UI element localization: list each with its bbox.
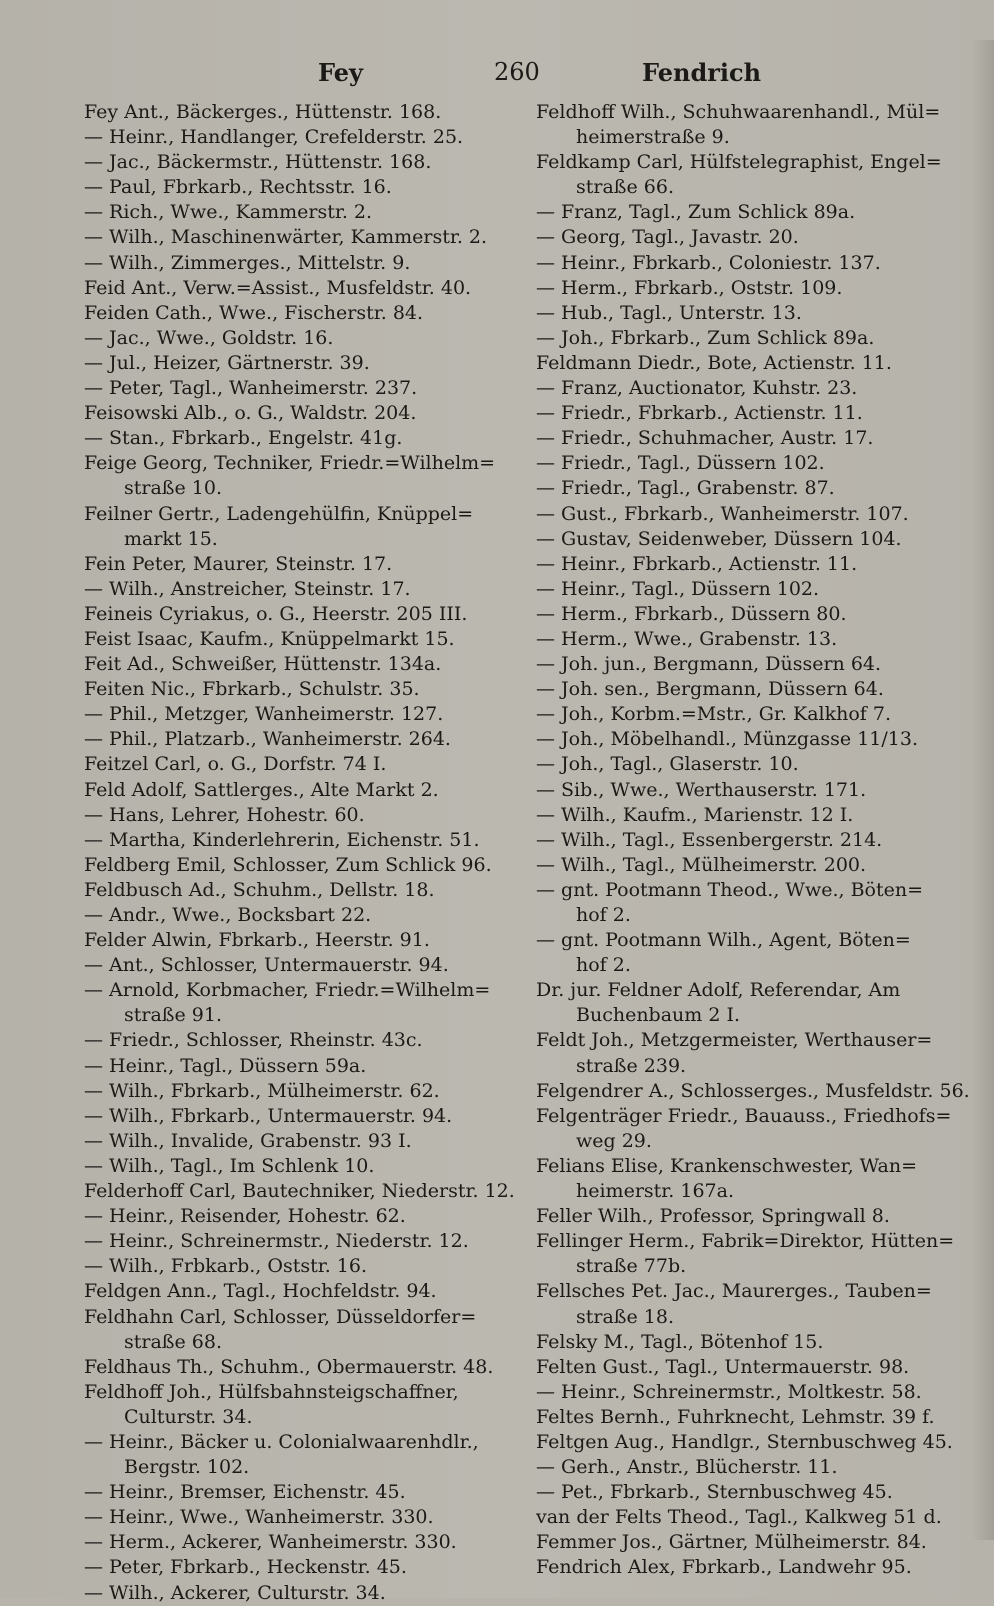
directory-entry: Feldberg Emil, Schlosser, Zum Schlick 96. (84, 853, 492, 876)
directory-entry: — Friedr., Fbrkarb., Actienstr. 11. (536, 402, 863, 425)
directory-entry: Feid Ant., Verw.=Assist., Musfeldstr. 40. (84, 276, 472, 299)
directory-entry: Bergstr. 102. (124, 1456, 250, 1479)
directory-entry: Fey Ant., Bäckerges., Hüttenstr. 168. (84, 101, 442, 123)
directory-entry: — Joh., Möbelhandl., Münzgasse 11/13. (536, 728, 918, 751)
directory-entry: heimerstr. 167a. (576, 1180, 734, 1203)
directory-entry: Dr. jur. Feldner Adolf, Referendar, Am (536, 979, 901, 1002)
page-number: 260 (494, 58, 540, 86)
directory-entry: straße 91. (124, 1004, 222, 1027)
header-left-keyword: Fey (318, 58, 363, 87)
directory-entry: hof 2. (576, 954, 631, 977)
directory-entry: Feist Isaac, Kaufm., Knüppelmarkt 15. (84, 627, 455, 650)
directory-entry: straße 77b. (576, 1255, 687, 1278)
directory-entry: — Rich., Wwe., Kammerstr. 2. (84, 201, 373, 224)
directory-entry: — Herm., Fbrkarb., Oststr. 109. (536, 276, 843, 299)
directory-entry: Feiden Cath., Wwe., Fischerstr. 84. (84, 301, 424, 324)
directory-entry: Felderhoff Carl, Bautechniker, Niederstr. 12. (84, 1180, 515, 1203)
directory-entry: — Pet., Fbrkarb., Sternbuschweg 45. (536, 1481, 893, 1504)
directory-entry: — Heinr., Reisender, Hohestr. 62. (84, 1205, 406, 1228)
directory-entry: — Herm., Ackerer, Wanheimerstr. 330. (84, 1531, 457, 1554)
directory-entry: — Herm., Fbrkarb., Düssern 80. (536, 602, 847, 625)
directory-entry: Feldkamp Carl, Hülfstelegraphist, Engel= (536, 151, 942, 174)
directory-entry: — Sib., Wwe., Werthauserstr. 171. (536, 778, 867, 801)
directory-entry: Feldgen Ann., Tagl., Hochfeldstr. 94. (84, 1280, 437, 1303)
directory-entry: — Heinr., Tagl., Düssern 102. (536, 577, 820, 600)
directory-entry: — Hans, Lehrer, Hohestr. 60. (84, 803, 365, 826)
directory-entry: — Friedr., Schuhmacher, Austr. 17. (536, 427, 874, 450)
directory-entry: Feltgen Aug., Handlgr., Sternbuschweg 45. (536, 1430, 953, 1453)
directory-entry: — Heinr., Schreinermstr., Niederstr. 12. (84, 1230, 469, 1253)
directory-entry: Culturstr. 34. (124, 1405, 253, 1428)
directory-entry: Feldt Joh., Metzgermeister, Werthauser= (536, 1029, 933, 1052)
directory-entry: markt 15. (124, 527, 218, 550)
directory-entry: — Martha, Kinderlehrerin, Eichenstr. 51. (84, 828, 480, 851)
directory-entry: straße 10. (124, 477, 222, 500)
directory-entry: — Gust., Fbrkarb., Wanheimerstr. 107. (536, 502, 909, 525)
directory-entry: — Wilh., Fbrkarb., Mülheimerstr. 62. (84, 1079, 440, 1102)
directory-entry: — Phil., Metzger, Wanheimerstr. 127. (84, 703, 444, 726)
directory-entry: Feltes Bernh., Fuhrknecht, Lehmstr. 39 f. (536, 1405, 935, 1428)
directory-entry: — Friedr., Tagl., Düssern 102. (536, 452, 825, 475)
directory-entry: — Wilh., Tagl., Mülheimerstr. 200. (536, 853, 867, 876)
directory-entry: Felsky M., Tagl., Bötenhof 15. (536, 1330, 824, 1353)
directory-entry: — Paul, Fbrkarb., Rechtsstr. 16. (84, 176, 392, 199)
directory-entry: — Heinr., Bäcker u. Colonialwaarenhdlr., (84, 1430, 479, 1453)
directory-entry: — Heinr., Fbrkarb., Coloniestr. 137. (536, 251, 881, 274)
directory-entry: — Heinr., Wwe., Wanheimerstr. 330. (84, 1506, 434, 1529)
directory-entry: Felder Alwin, Fbrkarb., Heerstr. 91. (84, 929, 430, 952)
directory-entry: — Stan., Fbrkarb., Engelstr. 41g. (84, 427, 403, 450)
directory-entry: — Heinr., Handlanger, Crefelderstr. 25. (84, 126, 464, 149)
directory-entry: Feisowski Alb., o. G., Waldstr. 204. (84, 402, 417, 425)
directory-entry: — Wilh., Maschinenwärter, Kammerstr. 2. (84, 226, 488, 249)
directory-entry: — Joh. jun., Bergmann, Düssern 64. (536, 653, 882, 676)
directory-entry: Feiten Nic., Fbrkarb., Schulstr. 35. (84, 678, 420, 701)
directory-entry: — Gustav, Seidenweber, Düssern 104. (536, 527, 902, 550)
directory-entry: — Friedr., Tagl., Grabenstr. 87. (536, 477, 835, 500)
directory-entry: Femmer Jos., Gärtner, Mülheimerstr. 84. (536, 1531, 927, 1554)
directory-entry: straße 68. (124, 1330, 222, 1353)
directory-entry: Feige Georg, Techniker, Friedr.=Wilhelm= (84, 452, 496, 475)
directory-entry: — Jac., Wwe., Goldstr. 16. (84, 326, 334, 349)
directory-entry: heimerstraße 9. (576, 126, 730, 149)
right-column (536, 100, 970, 1581)
directory-entry: Feitzel Carl, o. G., Dorfstr. 74 I. (84, 753, 387, 776)
directory-entry: — Herm., Wwe., Grabenstr. 13. (536, 627, 838, 650)
directory-entry: — Joh., Tagl., Glaserstr. 10. (536, 753, 799, 776)
directory-entry: — Wilh., Tagl., Essenbergerstr. 214. (536, 828, 883, 851)
directory-entry: — Wilh., Kaufm., Marienstr. 12 I. (536, 803, 854, 826)
directory-entry: Feldmann Diedr., Bote, Actienstr. 11. (536, 351, 892, 374)
directory-entry: — Heinr., Fbrkarb., Actienstr. 11. (536, 552, 858, 575)
directory-entry: — Peter, Fbrkarb., Heckenstr. 45. (84, 1556, 407, 1579)
directory-entry: Buchenbaum 2 I. (576, 1004, 741, 1027)
directory-entry: Feit Ad., Schweißer, Hüttenstr. 134a. (84, 653, 442, 676)
directory-entry: — Heinr., Tagl., Düssern 59a. (84, 1054, 367, 1077)
header-right-keyword: Fendrich (642, 58, 762, 87)
directory-entry: — Franz, Auctionator, Kuhstr. 23. (536, 377, 858, 400)
directory-entry: — Franz, Tagl., Zum Schlick 89a. (536, 201, 856, 224)
directory-entry: Feineis Cyriakus, o. G., Heerstr. 205 III. (84, 602, 468, 625)
directory-entry: — Wilh., Tagl., Im Schlenk 10. (84, 1154, 375, 1177)
directory-entry: — Wilh., Invalide, Grabenstr. 93 I. (84, 1129, 412, 1152)
directory-entry: Feller Wilh., Professor, Springwall 8. (536, 1205, 890, 1228)
directory-entry: — Joh. sen., Bergmann, Düssern 64. (536, 678, 884, 701)
directory-entry: Feld Adolf, Sattlerges., Alte Markt 2. (84, 778, 439, 801)
directory-entry: Fellinger Herm., Fabrik=Direktor, Hütten= (536, 1230, 955, 1253)
directory-entry: — Phil., Platzarb., Wanheimerstr. 264. (84, 728, 451, 751)
directory-entry: Felten Gust., Tagl., Untermauerstr. 98. (536, 1355, 910, 1378)
directory-entry: — Friedr., Schlosser, Rheinstr. 43c. (84, 1029, 423, 1052)
directory-entry: Feldhahn Carl, Schlosser, Düsseldorfer= (84, 1305, 477, 1328)
directory-entry: Feldhoff Joh., Hülfsbahnsteigschaffner, (84, 1380, 459, 1403)
directory-entry: — gnt. Pootmann Theod., Wwe., Böten= (536, 878, 924, 901)
directory-entry: — Hub., Tagl., Unterstr. 13. (536, 301, 802, 324)
directory-entry: — Jac., Bäckermstr., Hüttenstr. 168. (84, 151, 432, 174)
left-column (84, 100, 515, 1606)
directory-entry: — Wilh., Zimmerges., Mittelstr. 9. (84, 251, 411, 274)
directory-entry: — Peter, Tagl., Wanheimerstr. 237. (84, 377, 418, 400)
directory-entry: Fein Peter, Maurer, Steinstr. 17. (84, 552, 393, 575)
directory-entry: Feldbusch Ad., Schuhm., Dellstr. 18. (84, 878, 435, 901)
directory-entry: Felians Elise, Krankenschwester, Wan= (536, 1154, 918, 1177)
page-edge-shadow (972, 40, 994, 1540)
directory-entry: — Ant., Schlosser, Untermauerstr. 94. (84, 954, 449, 977)
directory-entry: — Wilh., Anstreicher, Steinstr. 17. (84, 577, 411, 600)
directory-entry: weg 29. (576, 1129, 652, 1152)
directory-entry: Feilner Gertr., Ladengehülfin, Knüppel= (84, 502, 474, 525)
directory-entry: Fellsches Pet. Jac., Maurerges., Tauben= (536, 1280, 932, 1303)
directory-entry: — gnt. Pootmann Wilh., Agent, Böten= (536, 929, 911, 952)
directory-entry: — Wilh., Ackerer, Culturstr. 34. (84, 1581, 386, 1604)
directory-entry: — Andr., Wwe., Bocksbart 22. (84, 904, 372, 926)
directory-entry: Felgendrer A., Schlosserges., Musfeldstr. 56. (536, 1079, 970, 1102)
directory-entry: straße 66. (576, 176, 674, 199)
directory-entry: — Heinr., Schreinermstr., Moltkestr. 58. (536, 1380, 922, 1403)
directory-entry: straße 18. (576, 1305, 674, 1328)
directory-entry: — Arnold, Korbmacher, Friedr.=Wilhelm= (84, 979, 491, 1002)
directory-entry: — Wilh., Frbkarb., Oststr. 16. (84, 1255, 368, 1278)
directory-entry: straße 239. (576, 1054, 687, 1077)
directory-entry: — Georg, Tagl., Javastr. 20. (536, 226, 799, 249)
page-header (0, 58, 994, 98)
directory-entry: — Gerh., Anstr., Blücherstr. 11. (536, 1456, 838, 1479)
directory-entry: — Joh., Korbm.=Mstr., Gr. Kalkhof 7. (536, 703, 891, 726)
directory-entry: — Wilh., Fbrkarb., Untermauerstr. 94. (84, 1104, 453, 1127)
directory-entry: van der Felts Theod., Tagl., Kalkweg 51 d. (536, 1506, 942, 1529)
directory-entry: — Jul., Heizer, Gärtnerstr. 39. (84, 351, 370, 374)
directory-entry: hof 2. (576, 904, 631, 926)
directory-entry: Felgenträger Friedr., Bauauss., Friedhofs= (536, 1104, 952, 1127)
directory-entry: Feldhoff Wilh., Schuhwaarenhandl., Mül= (536, 101, 941, 123)
directory-entry: Feldhaus Th., Schuhm., Obermauerstr. 48. (84, 1355, 494, 1378)
directory-entry: — Joh., Fbrkarb., Zum Schlick 89a. (536, 326, 875, 349)
directory-entry: Fendrich Alex, Fbrkarb., Landwehr 95. (536, 1556, 912, 1579)
directory-entry: — Heinr., Bremser, Eichenstr. 45. (84, 1481, 406, 1504)
